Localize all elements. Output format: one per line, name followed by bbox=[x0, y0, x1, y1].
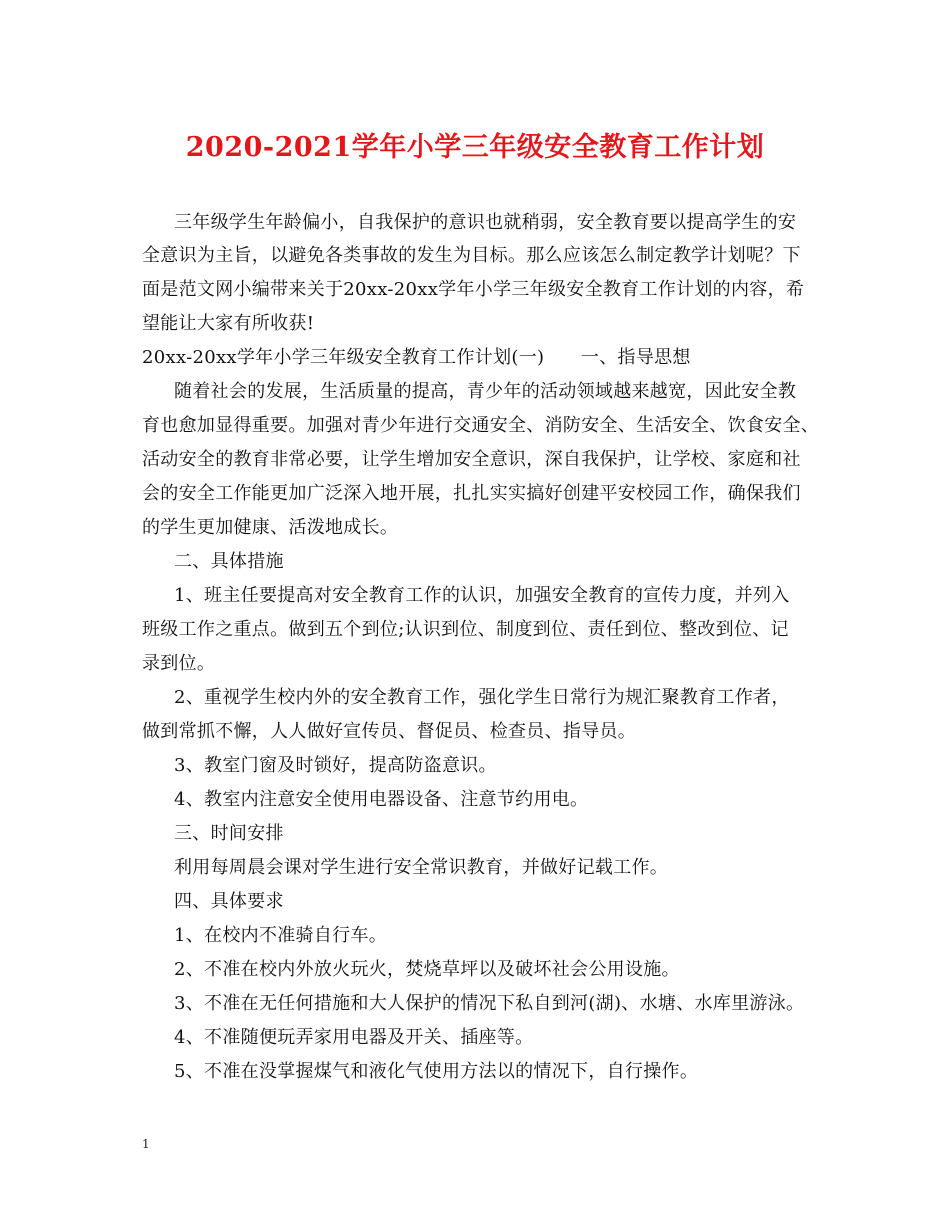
section-heading: 二、具体措施 bbox=[174, 551, 284, 572]
paragraph-line: 1、班主任要提高对安全教育工作的认识，加强安全教育的宣传力度，并列入 bbox=[174, 585, 790, 606]
paragraph-line: 利用每周晨会课对学生进行安全常识教育，并做好记载工作。 bbox=[174, 857, 669, 878]
paragraph-line: 育也愈加显得重要。加强对青少年进行交通安全、消防安全、生活安全、饮食安全、 bbox=[142, 415, 820, 436]
paragraph-line: 做到常抓不懈，人人做好宣传员、督促员、检查员、指导员。 bbox=[142, 721, 637, 742]
paragraph-line: 20xx-20xx学年小学三年级安全教育工作计划(一) 一、指导思想 bbox=[142, 347, 691, 368]
list-item: 4、不准随便玩弄家用电器及开关、插座等。 bbox=[174, 1027, 534, 1048]
page-title: 2020-2021学年小学三年级安全教育工作计划 bbox=[185, 132, 765, 163]
paragraph-line: 面是范文网小编带来关于20xx-20xx学年小学三年级安全教育工作计划的内容，希 bbox=[142, 279, 805, 300]
list-item: 1、在校内不准骑自行车。 bbox=[174, 925, 388, 946]
paragraph-line: 随着社会的发展，生活质量的提高，青少年的活动领域越来越宽，因此安全教 bbox=[174, 381, 797, 402]
paragraph-line: 会的安全工作能更加广泛深入地开展，扎扎实实搞好创建平安校园工作，确保我们 bbox=[142, 483, 801, 504]
list-item: 5、不准在没掌握煤气和液化气使用方法以的情况下，自行操作。 bbox=[174, 1061, 699, 1082]
paragraph-line: 2、重视学生校内外的安全教育工作，强化学生日常行为规汇聚教育工作者， bbox=[174, 687, 790, 708]
paragraph-line: 3、教室门窗及时锁好，提高防盗意识。 bbox=[174, 755, 497, 776]
paragraph-line: 的学生更加健康、活泼地成长。 bbox=[142, 517, 399, 538]
page-number: 1 bbox=[142, 1137, 150, 1151]
paragraph-line: 录到位。 bbox=[142, 653, 216, 674]
paragraph-line: 班级工作之重点。做到五个到位;认识到位、制度到位、责任到位、整改到位、记 bbox=[142, 619, 789, 640]
paragraph-line: 望能让大家有所收获! bbox=[142, 313, 315, 334]
section-heading: 四、具体要求 bbox=[174, 891, 284, 912]
paragraph-line: 4、教室内注意安全使用电器设备、注意节约用电。 bbox=[174, 789, 589, 810]
list-item: 2、不准在校内外放火玩火，焚烧草坪以及破坏社会公用设施。 bbox=[174, 959, 680, 980]
section-heading: 三、时间安排 bbox=[174, 823, 284, 844]
list-item: 3、不准在无任何措施和大人保护的情况下私自到河(湖)、水塘、水库里游泳。 bbox=[174, 993, 805, 1014]
paragraph-line: 三年级学生年龄偏小，自我保护的意识也就稍弱，安全教育要以提高学生的安 bbox=[174, 212, 797, 233]
paragraph-line: 全意识为主旨，以避免各类事故的发生为目标。那么应该怎么制定教学计划呢？下 bbox=[142, 245, 801, 266]
paragraph-line: 活动安全的教育非常必要，让学生增加安全意识，深自我保护，让学校、家庭和社 bbox=[142, 449, 801, 470]
